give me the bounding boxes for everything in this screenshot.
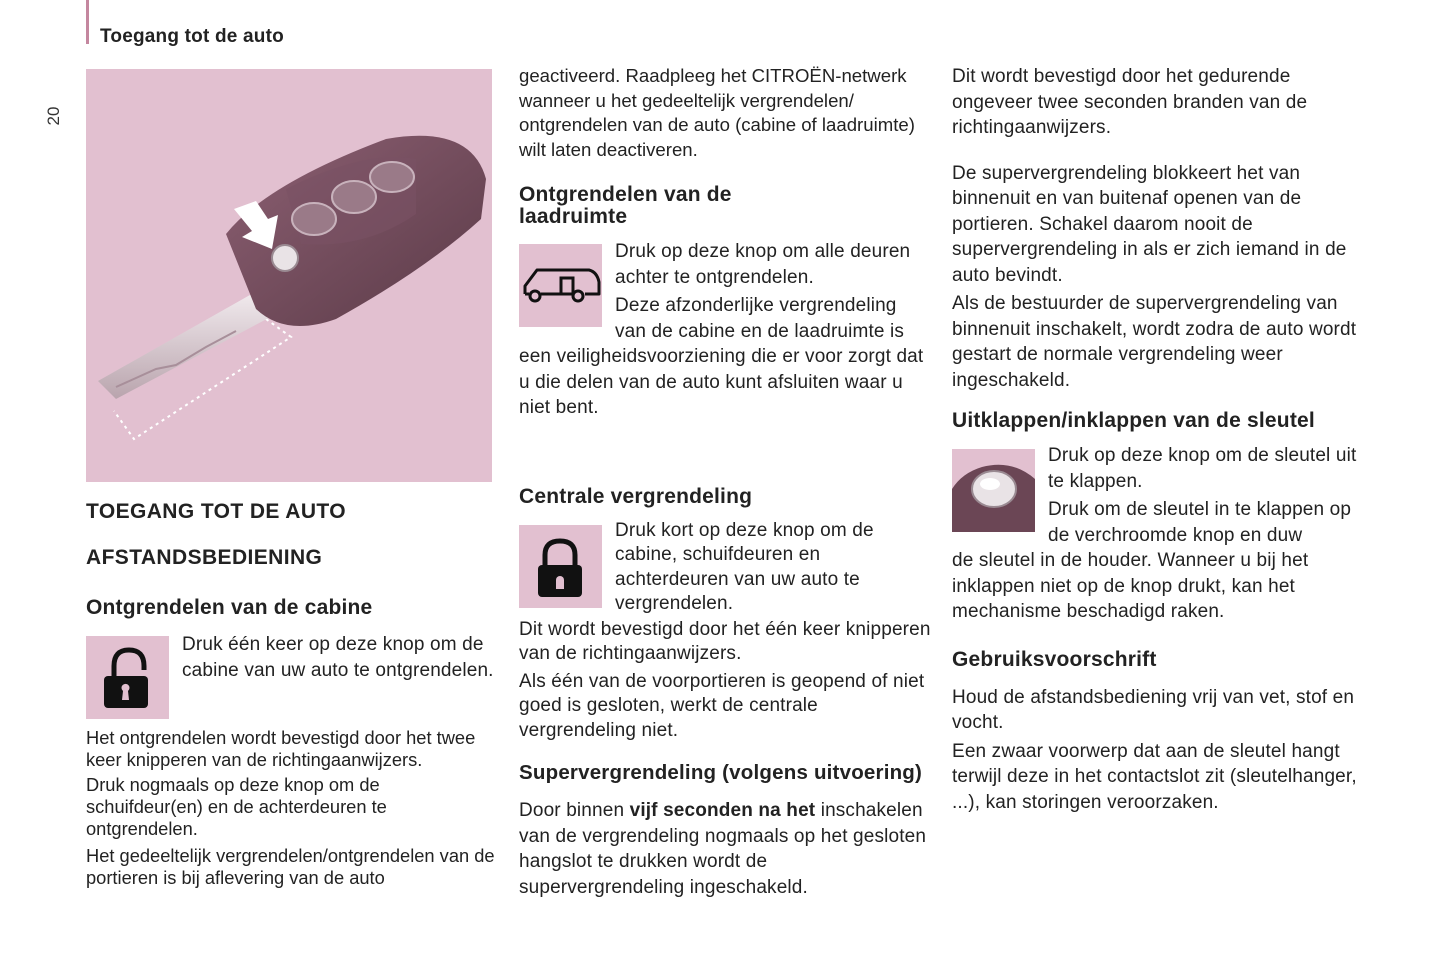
subheading-usage: Gebruiksvoorschrift — [952, 647, 1157, 671]
key-fold-row — [952, 445, 1362, 548]
section-heading-access: TOEGANG TOT DE AUTO — [86, 500, 347, 523]
key-fob-illustration — [86, 69, 492, 482]
column-3 — [952, 64, 1362, 815]
subheading-deadlocking: Supervergrendeling (volgens uitvoering) — [519, 761, 923, 784]
cargo-unlock-instruction: Druk op deze knop om alle deuren achter te ontgrendelen. — [615, 241, 911, 288]
page-number: 20 — [44, 106, 63, 126]
deadlocking-text-start: Door binnen — [519, 800, 630, 821]
deadlocking-driver-note: Als de bestuurder de supervergrendeling van binnenuit inschakelt, wordt zodra de auto wordt gestart de normale vergrendeling weer ingeschakeld. — [952, 293, 1357, 391]
subheading-cabin-unlock: Ontgrendelen van de cabine — [86, 596, 373, 619]
cabin-unlock-paragraph-3: Het gedeeltelijk vergrendelen/ontgrendelen van de portieren is bij aflevering van de auto — [86, 845, 495, 888]
deadlocking-paragraph — [519, 798, 931, 900]
subheading-cargo-unlock: Ontgrendelen van de laadruimte — [519, 183, 732, 228]
cabin-unlock-row — [86, 636, 496, 719]
section-heading-remote: AFSTANDSBEDIENING — [86, 546, 323, 569]
deadlocking-warning: De supervergrendeling blokkeert het van binnenuit en van buitenaf openen van de portieren. Schakel daarom nooit de supervergrendeling in als er zich iemand in de auto bevindt. — [952, 162, 1347, 286]
key-fold-button-icon — [952, 449, 1035, 532]
central-lock-paragraph-2: Als één van de voorportieren is geopend of niet goed is gesloten, werkt de centrale vergrendeling niet. — [519, 670, 925, 741]
unlock-padlock-icon — [86, 636, 169, 719]
cabin-unlock-instruction: Druk één keer op deze knop om de cabine van uw auto te ontgrendelen. — [182, 634, 494, 681]
key-fold-instruction: Druk om de sleutel in te klappen op de verchroomde knop en duw — [1048, 499, 1352, 546]
cargo-unlock-separate-lock: Deze afzonderlijke vergrendeling van de cabine en de laadruimte is — [615, 295, 905, 342]
header-accent-bar — [86, 0, 89, 44]
central-lock-instruction: Druk kort op deze knop om de cabine, schuifdeuren en achterdeuren van uw auto te vergrendelen. — [615, 519, 874, 614]
partial-lock-continuation: geactiveerd. Raadpleeg het CITROËN-netwerk wanneer u het gedeeltelijk vergrendelen/ ontgrendelen van de auto (cabine of laadruimte) wilt laten deactiveren. — [519, 65, 915, 160]
usage-paragraph-1: Houd de afstandsbediening vrij van vet, stof en vocht. — [952, 686, 1355, 733]
cabin-unlock-paragraph-2: Druk nogmaals op deze knop om de schuifdeur(en) en de achterdeuren te ontgrendelen. — [86, 774, 387, 839]
key-fob-icon — [86, 69, 492, 482]
page-header-title: Toegang tot de auto — [100, 26, 284, 47]
van-icon — [519, 244, 602, 327]
central-locking-row — [519, 519, 931, 617]
deadlocking-text-bold: vijf seconden na het — [629, 800, 816, 821]
subheading-central-locking: Centrale vergrendeling — [519, 484, 753, 508]
subheading-key-fold: Uitklappen/inklappen van de sleutel — [952, 409, 1315, 432]
deadlocking-confirmation: Dit wordt bevestigd door het gedurende ongeveer twee seconden branden van de richtingaanwijzers. — [952, 66, 1308, 138]
usage-paragraph-2: Een zwaar voorwerp dat aan de sleutel hangt terwijl deze in het contactslot zit (sleutelhanger, ...), kan storingen veroorzaken. — [952, 740, 1357, 813]
column-1 — [86, 64, 496, 889]
cabin-unlock-paragraph-1: Het ontgrendelen wordt bevestigd door het twee keer knipperen van de richtingaanwijzers. — [86, 727, 476, 770]
cargo-unlock-row — [519, 241, 931, 344]
cargo-unlock-paragraph: een veiligheidsvoorziening die er voor zorgt dat u die delen van de auto kunt afsluiten waar u niet bent. — [519, 346, 924, 418]
central-lock-paragraph-1: Dit wordt bevestigd door het één keer knipperen van de richtingaanwijzers. — [519, 618, 931, 664]
key-unfold-instruction: Druk op deze knop om de sleutel uit te klappen. — [1048, 445, 1357, 492]
key-fold-paragraph: de sleutel in de houder. Wanneer u bij het inklappen niet op de knop drukt, kan het mechanisme beschadigd raken. — [952, 550, 1309, 622]
column-2 — [519, 64, 931, 900]
deadlocking-text-end: inschakelen van de vergrendeling nogmaals op het gesloten hangslot te drukken wordt de supervergrendeling ingeschakeld. — [519, 800, 927, 898]
lock-padlock-icon — [519, 525, 602, 608]
